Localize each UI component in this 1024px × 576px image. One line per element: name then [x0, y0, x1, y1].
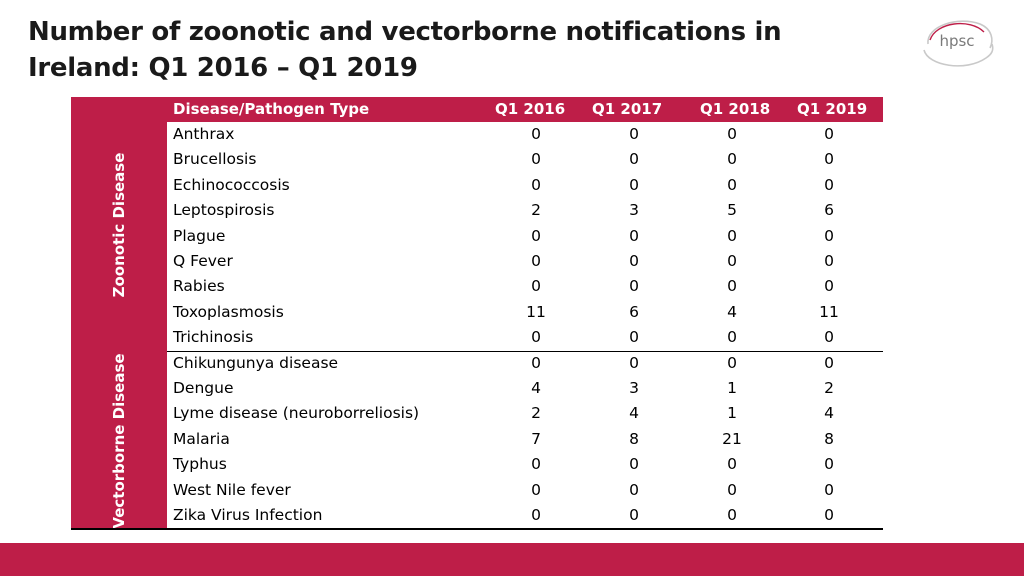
count-cell: 0: [824, 455, 834, 474]
disease-name-cell: Anthrax: [173, 125, 235, 143]
zoonotic-group-label: Zoonotic Disease: [110, 152, 128, 297]
disease-name-cell: Toxoplasmosis: [173, 302, 284, 321]
count-cell: 0: [629, 226, 639, 245]
count-cell: 2: [531, 404, 541, 423]
count-cell: 0: [824, 506, 834, 524]
count-cell: 0: [727, 175, 737, 194]
count-cell: 1: [727, 404, 737, 423]
logo-text: hpsc: [939, 32, 975, 50]
table-row: [167, 173, 883, 198]
count-cell: 11: [819, 302, 839, 321]
count-cell: 0: [727, 480, 737, 499]
disease-name-cell: Chikungunya disease: [173, 353, 339, 372]
header-q1-2017: Q1 2017: [592, 100, 663, 118]
disease-name-cell: Malaria: [173, 429, 230, 448]
table-row: [167, 274, 883, 299]
count-cell: 0: [629, 175, 639, 194]
vectorborne-group-label: Vectorborne Disease: [110, 352, 128, 529]
count-cell: 4: [824, 404, 834, 423]
count-cell: 8: [629, 429, 639, 448]
title-line-1: Number of zoonotic and vectorborne notifications in: [28, 17, 782, 47]
count-cell: 0: [629, 125, 639, 143]
count-cell: 0: [727, 277, 737, 296]
count-cell: 1: [727, 379, 737, 397]
zoonotic-group-band: [71, 97, 167, 352]
count-cell: 0: [629, 328, 639, 347]
count-cell: 0: [629, 480, 639, 499]
count-cell: 3: [629, 201, 639, 220]
count-cell: 0: [629, 353, 639, 372]
count-cell: 0: [531, 252, 541, 270]
table-row: [167, 351, 883, 376]
disease-name-cell: Plague: [173, 226, 226, 245]
table-row: [167, 376, 883, 401]
count-cell: 0: [727, 226, 737, 245]
disease-name-cell: Brucellosis: [173, 150, 257, 169]
count-cell: 4: [531, 379, 541, 397]
count-cell: 7: [531, 429, 541, 448]
table-header: [167, 97, 883, 122]
count-cell: 0: [531, 455, 541, 474]
page-title: [28, 14, 868, 86]
footer-bar: [0, 543, 1024, 576]
disease-name-cell: Leptospirosis: [173, 201, 275, 220]
group-divider: [167, 351, 883, 353]
count-cell: 2: [824, 379, 834, 397]
count-cell: 0: [727, 353, 737, 372]
disease-name-cell: Trichinosis: [173, 328, 254, 347]
disease-name-cell: Zika Virus Infection: [173, 506, 323, 524]
title-line-2: Ireland: Q1 2016 – Q1 2019: [28, 53, 418, 83]
count-cell: 0: [824, 277, 834, 296]
count-cell: 0: [727, 252, 737, 270]
header-disease-type: Disease/Pathogen Type: [173, 100, 370, 118]
count-cell: 0: [531, 328, 541, 347]
count-cell: 0: [727, 455, 737, 474]
count-cell: 0: [727, 125, 737, 143]
table-row: [167, 224, 883, 249]
count-cell: 0: [629, 252, 639, 270]
count-cell: 0: [824, 480, 834, 499]
count-cell: 0: [531, 226, 541, 245]
table-row: [167, 478, 883, 503]
count-cell: 0: [531, 277, 541, 296]
table-row: [167, 401, 883, 426]
table-row: [167, 427, 883, 452]
count-cell: 0: [629, 277, 639, 296]
disease-name-cell: Lyme disease (neuroborreliosis): [173, 404, 420, 423]
count-cell: 0: [824, 150, 834, 169]
vectorborne-group-band: [71, 352, 167, 529]
count-cell: 0: [531, 175, 541, 194]
table-row: [167, 300, 883, 325]
table-row: [167, 325, 883, 350]
count-cell: 0: [824, 125, 834, 143]
count-cell: 8: [824, 429, 834, 448]
table-row: [167, 503, 883, 528]
count-cell: 5: [727, 201, 737, 220]
count-cell: 0: [824, 252, 834, 270]
count-cell: 0: [531, 506, 541, 524]
table-bottom-border: [71, 528, 883, 530]
count-cell: 0: [727, 506, 737, 524]
count-cell: 0: [824, 353, 834, 372]
count-cell: 3: [629, 379, 639, 397]
count-cell: 0: [824, 226, 834, 245]
table-row: [167, 122, 883, 147]
count-cell: 6: [824, 201, 834, 220]
count-cell: 0: [727, 328, 737, 347]
count-cell: 0: [727, 150, 737, 169]
count-cell: 0: [824, 175, 834, 194]
count-cell: 0: [531, 150, 541, 169]
count-cell: 0: [629, 455, 639, 474]
hpsc-logo: [918, 14, 996, 72]
table-row: [167, 147, 883, 172]
count-cell: 4: [727, 302, 737, 321]
disease-name-cell: Q Fever: [173, 252, 233, 270]
table-row: [167, 452, 883, 477]
disease-name-cell: Echinococcosis: [173, 175, 290, 194]
table-row: [167, 249, 883, 274]
count-cell: 21: [722, 429, 742, 448]
header-q1-2018: Q1 2018: [700, 100, 771, 118]
count-cell: 0: [629, 150, 639, 169]
disease-name-cell: West Nile fever: [173, 480, 291, 499]
count-cell: 4: [629, 404, 639, 423]
count-cell: 0: [531, 125, 541, 143]
disease-name-cell: Rabies: [173, 277, 225, 296]
count-cell: 0: [531, 353, 541, 372]
notifications-table: [71, 97, 883, 529]
header-q1-2019: Q1 2019: [797, 100, 868, 118]
table-row: [167, 198, 883, 223]
count-cell: 6: [629, 302, 639, 321]
count-cell: 11: [526, 302, 546, 321]
header-q1-2016: Q1 2016: [495, 100, 566, 118]
disease-name-cell: Dengue: [173, 379, 234, 397]
count-cell: 0: [824, 328, 834, 347]
count-cell: 0: [629, 506, 639, 524]
disease-name-cell: Typhus: [173, 455, 227, 474]
count-cell: 0: [531, 480, 541, 499]
count-cell: 2: [531, 201, 541, 220]
